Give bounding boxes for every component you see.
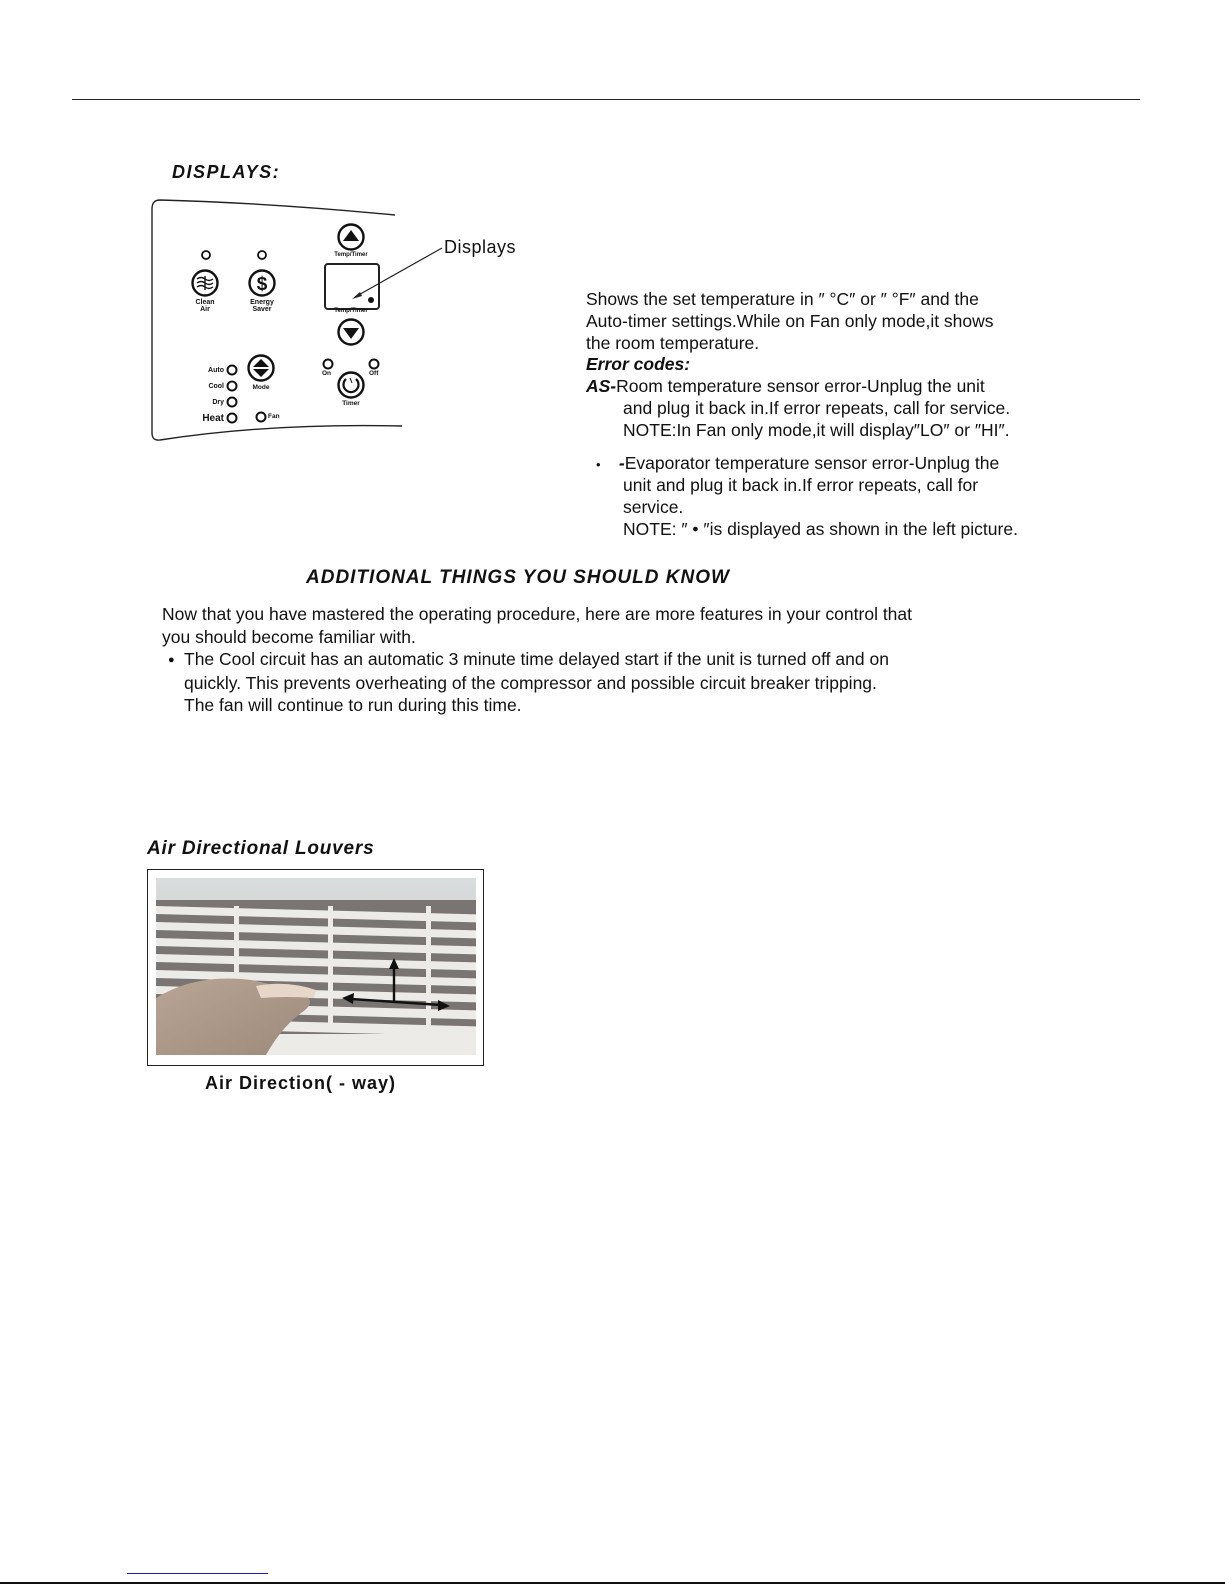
timer-on-label: On — [322, 370, 332, 377]
mode-indicator-labels: Auto Cool Dry Heat — [202, 367, 224, 424]
temp-down-button[interactable] — [336, 317, 366, 347]
top-rule — [72, 99, 1140, 100]
desc-line: and plug it back in.If error repeats, call for service. — [623, 397, 1011, 418]
desc-line: service. — [623, 497, 684, 518]
para-line: The fan will continue to run during this time. — [184, 695, 522, 715]
footer-link-underline[interactable] — [127, 1573, 268, 1574]
timer-label: Timer — [342, 400, 360, 407]
temp-up-label: Temp/Timer — [334, 252, 368, 258]
bullet-glyph: ● — [168, 654, 175, 666]
louvers-caption: Air Direction( - way) — [205, 1073, 397, 1093]
desc-line: the room temperature. — [586, 332, 760, 353]
displays-callout-label: Displays — [444, 237, 517, 257]
additional-things-body — [162, 603, 1122, 717]
mode-updown-icon — [246, 353, 276, 383]
para-line: Now that you have mastered the operating procedure, here are more features in your control that — [162, 604, 913, 624]
timer-button[interactable] — [336, 370, 366, 400]
fan-indicator-led — [255, 411, 267, 423]
svg-text:$: $ — [256, 274, 268, 295]
para-line: you should become familiar with. — [162, 626, 416, 647]
louvers-heading: Air Directional Louvers — [147, 838, 375, 859]
clean-air-button[interactable] — [190, 268, 220, 298]
desc-line: Shows the set temperature in ″ °C″ or ″ °F″ and the — [586, 289, 979, 309]
energy-saver-label: Energy Saver — [250, 299, 274, 313]
clean-air-indicator-led — [200, 249, 212, 261]
displays-description — [586, 289, 1146, 541]
energy-saver-indicator-led — [256, 249, 268, 261]
timer-off-label: Off — [369, 370, 379, 377]
displays-heading: DISPLAYS: — [172, 162, 281, 182]
mode-button[interactable] — [246, 353, 276, 383]
mode-label: Mode — [252, 384, 270, 391]
dot-code-glyph: • — [596, 456, 601, 472]
error-codes-heading: Error codes: — [586, 354, 691, 375]
fan-indicator-label: Fan — [268, 413, 280, 420]
louvers-photo — [156, 878, 476, 1055]
para-line: quickly. This prevents overheating of the compressor and possible circuit breaker tripping. — [184, 672, 877, 693]
desc-note: NOTE:In Fan only mode,it will display″LO″ or ″HI″. — [623, 419, 1010, 440]
desc-line: unit and plug it back in.If error repeats, call for — [623, 475, 979, 496]
displays-callout-arrow — [340, 240, 450, 310]
mode-indicator-leds — [225, 363, 239, 429]
timer-on-indicator-led — [322, 358, 334, 370]
clean-air-icon — [190, 268, 220, 298]
additional-things-heading: ADDITIONAL THINGS YOU SHOULD KNOW — [306, 567, 730, 588]
bottom-rule — [0, 1582, 1225, 1584]
timer-icon — [336, 370, 366, 400]
temp-down-label: Temp/Timer — [334, 308, 368, 314]
timer-off-indicator-led — [368, 358, 380, 370]
clean-air-label: Clean Air — [195, 299, 215, 313]
dollar-icon — [247, 268, 277, 298]
control-panel — [150, 195, 410, 445]
energy-saver-button[interactable] — [247, 268, 277, 298]
bullet-item: ● The Cool circuit has an automatic 3 minute time delayed start if the unit is turned off and on — [162, 648, 1122, 672]
error-code-as: AS-Room temperature sensor error-Unplug the unit — [586, 376, 985, 397]
desc-line: Auto-timer settings.While on Fan only mode,it shows — [586, 310, 994, 331]
error-code-as-label: AS- — [586, 376, 617, 397]
arrow-down-icon — [336, 317, 366, 347]
error-code-dot: • -Evaporator temperature sensor error-Unplug the — [586, 453, 1146, 476]
louvers-photo-frame — [147, 869, 484, 1066]
desc-note: NOTE: ″ • ″is displayed as shown in the left picture. — [623, 518, 1018, 539]
